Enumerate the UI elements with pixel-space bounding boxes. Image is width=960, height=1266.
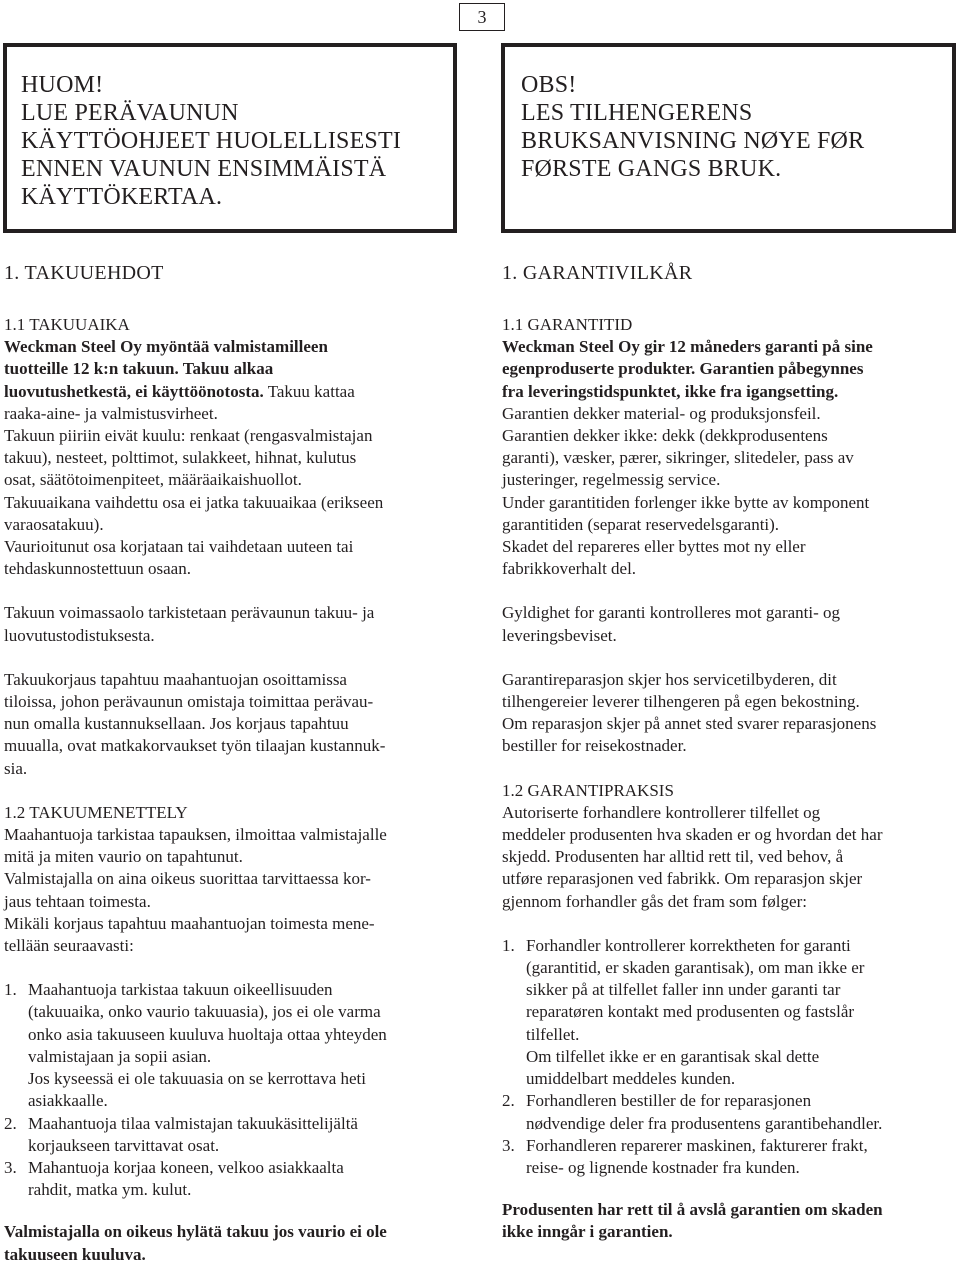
- final-statement-line: ikke inngår i garantien.: [502, 1222, 673, 1242]
- warning-line: FØRSTE GANGS BRUK.: [521, 156, 782, 182]
- text-line: Takuuaikana vaihdettu osa ei jatka takuuaikaa (erikseen: [4, 492, 384, 512]
- text-line: raaka-aine- ja valmistusvirheet.: [4, 403, 218, 423]
- list-text-line: tilfellet.: [526, 1024, 580, 1044]
- text-line: Takuukorjaus tapahtuu maahantuojan osoittamissa: [4, 669, 347, 689]
- text-line: gjennom forhandler gås det fram som følger:: [502, 891, 807, 911]
- list-text-line: umiddelbart meddeles kunden.: [526, 1069, 736, 1089]
- final-statement-line: Valmistajalla on oikeus hylätä takuu jos vaurio ei ole: [4, 1222, 387, 1242]
- list-number: 3.: [4, 1157, 17, 1177]
- list-text-line: asiakkaalle.: [28, 1091, 108, 1111]
- warning-line: LUE PERÄVAUNUN: [21, 100, 239, 126]
- warranty-term-bold: egenproduserte produkter. Garantien påbegynnes: [502, 359, 864, 379]
- text-line: Mikäli korjaus tapahtuu maahantuojan toimesta mene-: [4, 913, 375, 933]
- list-text-line: Forhandler kontrollerer korrektheten for garanti: [526, 935, 851, 955]
- list-text-line: Mahantuoja korjaa koneen, velkoo asiakkaalta: [28, 1157, 344, 1177]
- list-text-line: sikker på at tilfellet faller inn under garanti tar: [526, 980, 841, 1000]
- text-line: mitä ja miten vaurio on tapahtunut.: [4, 847, 243, 867]
- text-line: meddeler produsenten hva skaden er og hvordan det har: [502, 825, 883, 845]
- text-line: Om reparasjon skjer på annet sted svarer reparasjonens: [502, 714, 877, 734]
- text-line: takuu), nesteet, polttimot, sulakkeet, hihnat, kulutus: [4, 448, 357, 468]
- warranty-term-bold: Weckman Steel Oy gir 12 måneders garanti på sine: [502, 337, 873, 357]
- warning-line: BRUKSANVISNING NØYE FØR: [521, 128, 865, 154]
- list-text-line: Forhandleren bestiller de for reparasjonen: [526, 1091, 812, 1111]
- spacer: [4, 1201, 454, 1221]
- spacer: [4, 780, 454, 802]
- warning-box-no: [501, 43, 956, 233]
- text-line: Skadet del repareres eller byttes mot ny eller: [502, 537, 806, 557]
- subsection-title: 1.1 GARANTITID: [502, 315, 633, 334]
- warranty-term-line: [4, 358, 454, 380]
- text-line: Gyldighet for garanti kontrolleres mot garanti- og: [502, 603, 841, 623]
- list-item: [4, 1113, 454, 1157]
- list-number: 2.: [502, 1091, 515, 1111]
- text-line: tellään seuraavasti:: [4, 936, 134, 956]
- final-statement-line: Produsenten har rett til å avslå garantien om skaden: [502, 1200, 883, 1220]
- spacer: [502, 647, 954, 669]
- warranty-term-line: [4, 381, 454, 403]
- spacer: [502, 758, 954, 780]
- section-heading: 1. GARANTIVILKÅR: [502, 262, 693, 284]
- list-text-line: reise- og lignende kostnader fra kunden.: [526, 1157, 800, 1177]
- list-number: 1.: [4, 980, 17, 1000]
- warning-line: KÄYTTÖKERTAA.: [21, 184, 223, 210]
- list-text-line: korjaukseen tarvittavat osat.: [28, 1135, 220, 1155]
- list-text-line: Forhandleren reparerer maskinen, fakturerer frakt,: [526, 1135, 868, 1155]
- text-line: Autoriserte forhandlere kontrollerer tilfellet og: [502, 802, 821, 822]
- warranty-term-line: [4, 336, 454, 358]
- warranty-term-bold: Weckman Steel Oy myöntää valmistamilleen: [4, 337, 328, 357]
- list-number: 3.: [502, 1135, 515, 1155]
- warning-line: KÄYTTÖOHJEET HUOLELLISESTI: [21, 128, 402, 154]
- text-line: Garantien dekker material- og produksjonsfeil.: [502, 403, 821, 423]
- page-number: 3: [459, 3, 505, 31]
- spacer: [502, 913, 954, 935]
- text-line: Maahantuoja tarkistaa tapauksen, ilmoittaa valmistajalle: [4, 825, 387, 845]
- section-heading: 1. TAKUUEHDOT: [4, 262, 164, 284]
- text-line: Garantireparasjon skjer hos servicetilbyderen, dit: [502, 669, 837, 689]
- text-line: muualla, ovat matkakorvaukset työn tilaajan kustannuk-: [4, 736, 386, 756]
- list-text-line: (garantitid, er skaden garantisak), om man ikke er: [526, 958, 865, 978]
- warranty-term-bold: fra leveringstidspunktet, ikke fra igangsetting.: [502, 381, 839, 401]
- list-text-line: Jos kyseessä ei ole takuuasia on se kerrottava heti: [28, 1069, 367, 1089]
- list-item: [502, 1090, 954, 1134]
- text-line: skjedd. Produsenten har alltid rett til, ved behov, å: [502, 847, 844, 867]
- list-text-line: rahdit, matka ym. kulut.: [28, 1180, 192, 1200]
- text-line: bestiller for reisekostnader.: [502, 736, 687, 756]
- warranty-term-tail: Takuu kattaa: [263, 381, 355, 401]
- spacer: [502, 580, 954, 602]
- warning-line: OBS!: [521, 72, 577, 98]
- warranty-term-line: [502, 358, 954, 380]
- warning-line: ENNEN VAUNUN ENSIMMÄISTÄ: [21, 156, 387, 182]
- list-number: 2.: [4, 1113, 17, 1133]
- list-text-line: Maahantuoja tilaa valmistajan takuukäsittelijältä: [28, 1113, 358, 1133]
- column-fi: [4, 262, 454, 1266]
- text-line: garantitiden (separat reservedelsgaranti).: [502, 514, 780, 534]
- text-line: justeringer, regelmessig service.: [502, 470, 721, 490]
- spacer: [4, 647, 454, 669]
- list-text-line: reparatøren kontakt med produsenten og fastslår: [526, 1002, 855, 1022]
- text-line: osat, säätötoimenpiteet, määräaikaishuollot.: [4, 470, 302, 490]
- text-line: Vaurioitunut osa korjataan tai vaihdetaan uuteen tai: [4, 537, 354, 557]
- list-text-line: onko asia takuuseen kuuluva huoltaja ottaa yhteyden: [28, 1024, 387, 1044]
- list-item: [502, 935, 954, 1090]
- warranty-term-line: [502, 381, 954, 403]
- subsection-title: 1.2 TAKUUMENETTELY: [4, 802, 188, 822]
- text-line: jaus tehtaan toimesta.: [4, 891, 151, 911]
- subsection-title: 1.2 GARANTIPRAKSIS: [502, 780, 674, 800]
- text-line: Takuun voimassaolo tarkistetaan perävaunun takuu- ja: [4, 603, 375, 623]
- list-item: [4, 979, 454, 1112]
- text-line: sia.: [4, 758, 28, 778]
- list-number: 1.: [502, 935, 515, 955]
- text-line: varaosatakuu).: [4, 514, 104, 534]
- list-text-line: Om tilfellet ikke er en garantisak skal dette: [526, 1046, 820, 1066]
- text-line: Valmistajalla on aina oikeus suorittaa tarvittaessa kor-: [4, 869, 371, 889]
- warranty-term-bold: tuotteille 12 k:n takuun. Takuu alkaa: [4, 359, 274, 379]
- text-line: garanti), væsker, pærer, sikringer, slitedeler, pass av: [502, 448, 854, 468]
- list-text-line: nødvendige deler fra produsentens garantibehandler.: [526, 1113, 883, 1133]
- warranty-term-bold: luovutushetkestä, ei käyttöönotosta.: [4, 381, 264, 401]
- text-line: leveringsbeviset.: [502, 625, 617, 645]
- warranty-term-line: [502, 336, 954, 358]
- text-line: tiloissa, johon perävaunun omistaja toimittaa perävau-: [4, 692, 374, 712]
- text-line: nun omalla kustannuksellaan. Jos korjaus tapahtuu: [4, 714, 349, 734]
- text-line: Under garantitiden forlenger ikke bytte av komponent: [502, 492, 870, 512]
- list-text-line: Maahantuoja tarkistaa takuun oikeellisuuden: [28, 980, 333, 1000]
- spacer: [4, 580, 454, 602]
- text-line: tilhengereier leverer tilhengeren på egen bekostning.: [502, 692, 860, 712]
- list-item: [502, 1135, 954, 1179]
- spacer: [4, 957, 454, 979]
- list-text-line: valmistajaan ja sopii asian.: [28, 1046, 212, 1066]
- text-line: utføre reparasjonen ved fabrikk. Om reparasjon skjer: [502, 869, 863, 889]
- text-line: Takuun piiriin eivät kuulu: renkaat (rengasvalmistajan: [4, 426, 373, 446]
- text-line: luovutustodistuksesta.: [4, 625, 155, 645]
- list-item: [4, 1157, 454, 1201]
- warning-box-fi: [3, 43, 457, 233]
- column-no: [502, 262, 954, 1244]
- list-text-line: (takuuaika, onko vaurio takuuasia), jos ei ole varma: [28, 1002, 381, 1022]
- spacer: [502, 1179, 954, 1199]
- warning-line: HUOM!: [21, 72, 104, 98]
- text-line: tehdaskunnostettuun osaan.: [4, 559, 191, 579]
- text-line: fabrikkoverhalt del.: [502, 559, 637, 579]
- warning-line: LES TILHENGERENS: [521, 100, 753, 126]
- final-statement-line: takuuseen kuuluva.: [4, 1244, 146, 1264]
- subsection-title: 1.1 TAKUUAIKA: [4, 315, 130, 334]
- text-line: Garantien dekker ikke: dekk (dekkprodusentens: [502, 426, 828, 446]
